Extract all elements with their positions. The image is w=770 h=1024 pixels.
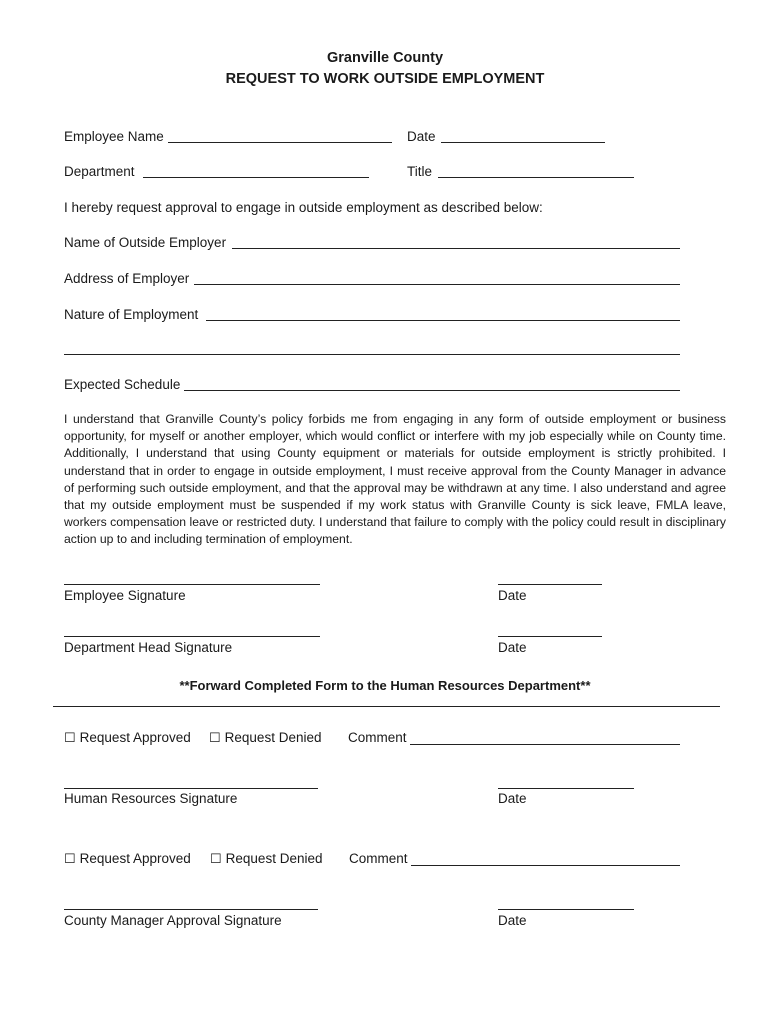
title-label: Title bbox=[407, 164, 433, 179]
manager-signature-line[interactable] bbox=[64, 909, 318, 910]
request-intro: I hereby request approval to engage in outside employment as described below: bbox=[64, 200, 543, 215]
form-title: REQUEST TO WORK OUTSIDE EMPLOYMENT bbox=[225, 71, 545, 87]
hr-comment-label: Comment bbox=[348, 730, 407, 745]
date-label: Date bbox=[407, 129, 436, 144]
employee-date-label: Date bbox=[498, 588, 527, 603]
nature-of-employment-label: Nature of Employment bbox=[64, 307, 199, 322]
employee-date-line[interactable] bbox=[498, 584, 602, 585]
hr-signature-line[interactable] bbox=[64, 788, 318, 789]
hr-request-denied-option[interactable]: ☐ Request Denied bbox=[209, 730, 322, 745]
department-head-signature-line[interactable] bbox=[64, 636, 320, 637]
employee-name-label: Employee Name bbox=[64, 129, 164, 144]
employee-signature-label: Employee Signature bbox=[64, 588, 186, 603]
manager-comment-label: Comment bbox=[349, 851, 408, 866]
checkbox-icon[interactable]: ☐ bbox=[209, 730, 221, 745]
manager-date-line[interactable] bbox=[498, 909, 634, 910]
department-head-signature-label: Department Head Signature bbox=[64, 640, 233, 655]
employer-address-label: Address of Employer bbox=[64, 271, 190, 286]
hr-comment-field[interactable] bbox=[410, 744, 680, 745]
date-field[interactable] bbox=[441, 142, 605, 143]
employee-name-field[interactable] bbox=[168, 142, 392, 143]
outside-employer-label: Name of Outside Employer bbox=[64, 235, 227, 250]
title-field[interactable] bbox=[438, 177, 634, 178]
checkbox-icon[interactable]: ☐ bbox=[64, 851, 76, 866]
manager-date-label: Date bbox=[498, 913, 527, 928]
manager-request-denied-option[interactable]: ☐ Request Denied bbox=[210, 851, 323, 866]
county-name: Granville County bbox=[326, 50, 444, 66]
hr-signature-label: Human Resources Signature bbox=[64, 791, 238, 806]
hr-date-label: Date bbox=[498, 791, 527, 806]
checkbox-icon[interactable]: ☐ bbox=[210, 851, 222, 866]
policy-statement: I understand that Granville County’s policy forbids me from engaging in any form of outside employment or business opportunity, for myself or another employer, which would conflict or interfere with my job especially while on County time. Additionally, I understand that using County equipment or materials for outside employment is strictly prohibited. I understand that in order to engage in outside employment, I must receive approval from the County Manager in advance of performing such outside employment, and that the approval may be withdrawn at any time. I also understand and agree that my outside employment must be suspended if my work status with Granville County is sick leave, FMLA leave, workers compensation leave or restricted duty. I understand that failure to comply with the policy could result in disciplinary action up to and including termination of employment. bbox=[64, 412, 726, 547]
employee-signature-line[interactable] bbox=[64, 584, 320, 585]
nature-of-employment-field-continued[interactable] bbox=[64, 354, 680, 355]
section-divider bbox=[53, 706, 720, 707]
expected-schedule-label: Expected Schedule bbox=[64, 377, 181, 392]
outside-employer-field[interactable] bbox=[232, 248, 680, 249]
forward-notice: **Forward Completed Form to the Human Resources Department** bbox=[179, 678, 591, 693]
department-head-date-line[interactable] bbox=[498, 636, 602, 637]
nature-of-employment-field[interactable] bbox=[206, 320, 680, 321]
department-label: Department bbox=[64, 164, 135, 179]
employer-address-field[interactable] bbox=[194, 284, 680, 285]
manager-signature-label: County Manager Approval Signature bbox=[64, 913, 282, 928]
hr-date-line[interactable] bbox=[498, 788, 634, 789]
checkbox-icon[interactable]: ☐ bbox=[64, 730, 76, 745]
expected-schedule-field[interactable] bbox=[184, 390, 680, 391]
hr-request-approved-option[interactable]: ☐ Request Approved bbox=[64, 730, 191, 745]
manager-comment-field[interactable] bbox=[411, 865, 680, 866]
manager-request-approved-option[interactable]: ☐ Request Approved bbox=[64, 851, 191, 866]
department-head-date-label: Date bbox=[498, 640, 527, 655]
department-field[interactable] bbox=[143, 177, 369, 178]
